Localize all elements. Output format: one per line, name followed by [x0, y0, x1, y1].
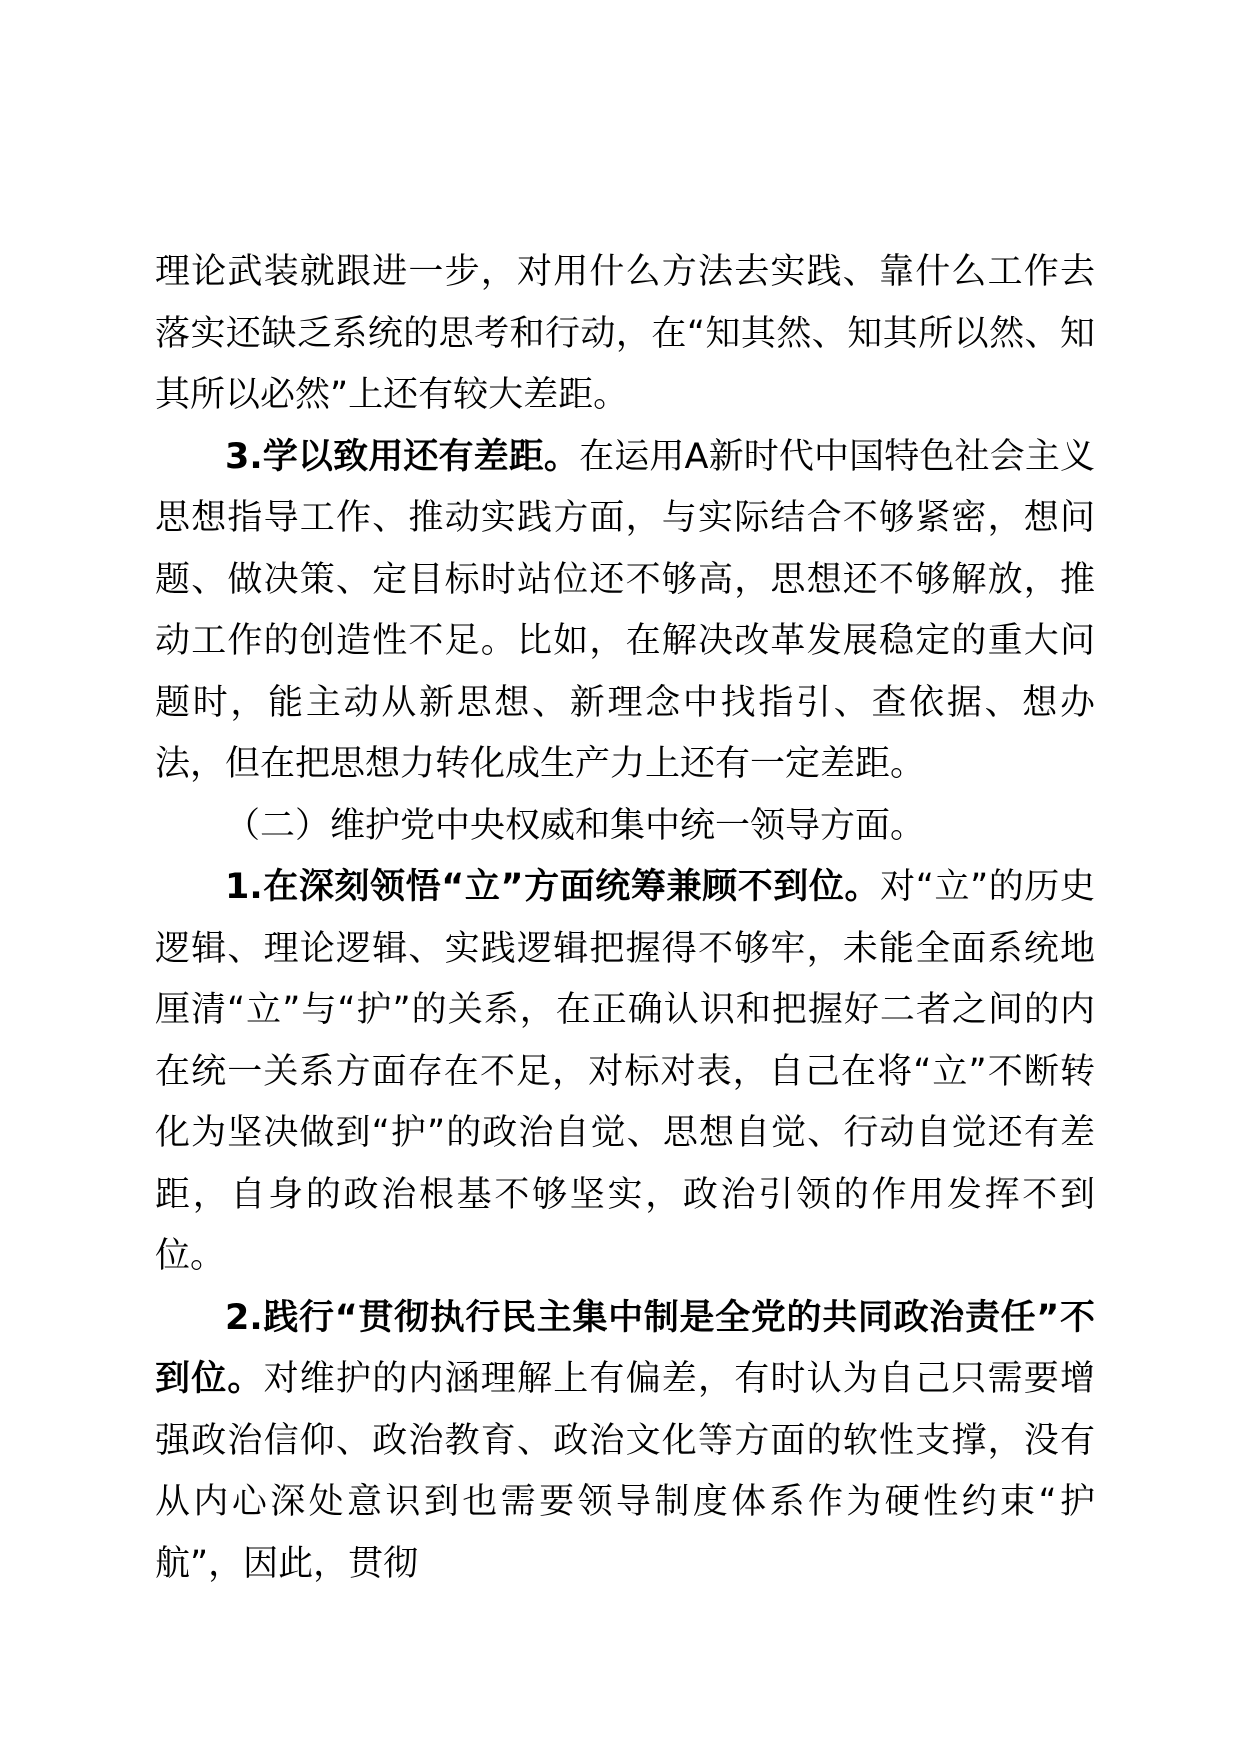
paragraph-theory-continuation	[155, 242, 1095, 427]
paragraph-point-3-application-gap	[155, 427, 1095, 796]
section-heading-part-two	[155, 796, 1095, 858]
paragraph-point-1-comprehension	[155, 857, 1095, 1288]
document-body	[155, 242, 1095, 1595]
paragraph-text: 对“立”的历史逻辑、理论逻辑、实践逻辑把握得不够牢，未能全面系统地厘清“立”与“护”的关系，在正确认识和把握好二者之间的内在统一关系方面存在不足，对标对表，自己在将“立”不断转化为坚决做到“护”的政治自觉、思想自觉、行动自觉还有差距，自身的政治根基不够坚实，政治引领的作用发挥不到位。	[155, 867, 1096, 1276]
paragraph-heading-bold: 1.在深刻领悟“立”方面统筹兼顾不到位。	[225, 867, 881, 907]
paragraph-text: 对维护的内涵理解上有偏差，有时认为自己只需要增强政治信仰、政治教育、政治文化等方面的软性支撑，没有从内心深处意识到也需要领导制度体系作为硬性约束“护航”，因此，贯彻	[155, 1359, 1095, 1584]
paragraph-text: 理论武装就跟进一步，对用什么方法去实践、靠什么工作去落实还缺乏系统的思考和行动，在“知其然、知其所以然、知其所以必然”上还有较大差距。	[155, 252, 1095, 415]
paragraph-heading-bold: 3.学以致用还有差距。	[225, 436, 580, 477]
paragraph-point-2-democratic-centralism	[155, 1288, 1095, 1596]
paragraph-text: 在运用A新时代中国特色社会主义思想指导工作、推动实践方面，与实际结合不够紧密，想问题、做决策、定目标时站位还不够高，思想还不够解放，推动工作的创造性不足。比如，在解决改革发展稳定的重大问题时，能主动从新思想、新理念中找指引、查依据、想办法，但在把思想力转化成生产力上还有一定差距。	[155, 436, 1095, 784]
paragraph-heading-bold: 2.践行“贯彻执行民主集中制是全党的共同政治责任”不到位。	[155, 1297, 1095, 1399]
section-heading-text: （二）维护党中央权威和集中统一领导方面。	[225, 805, 926, 846]
